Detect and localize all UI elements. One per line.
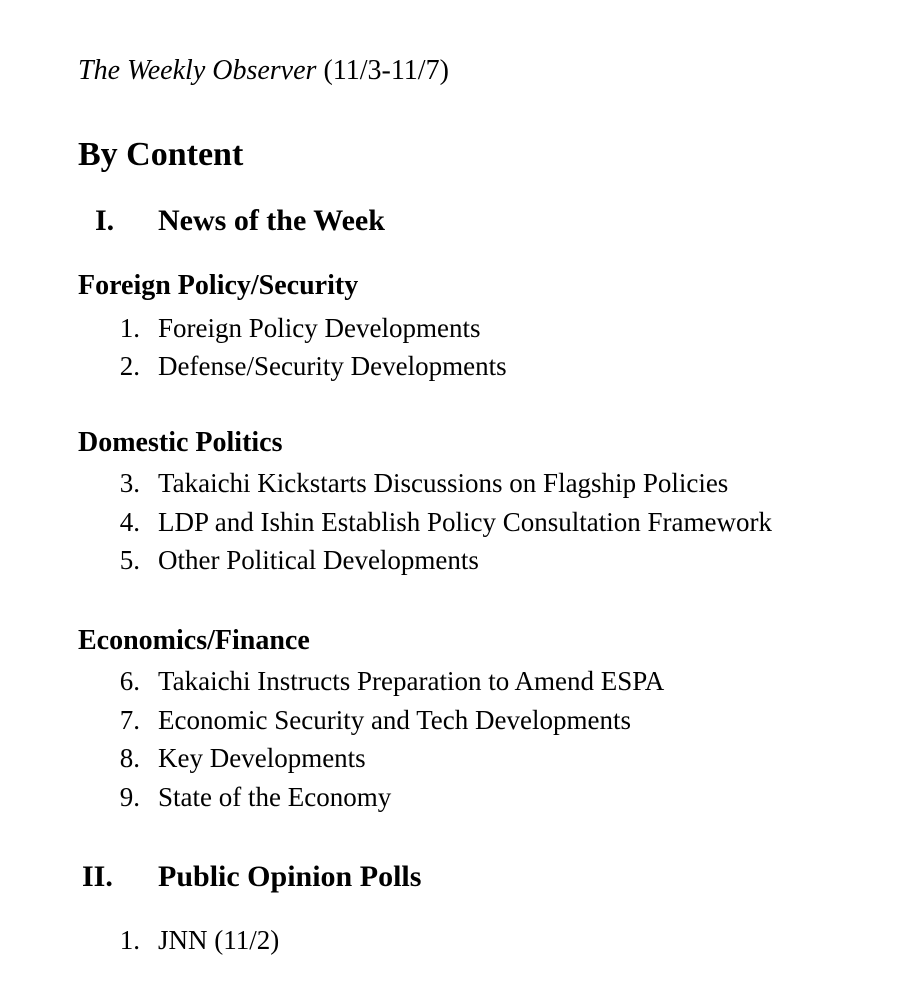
list-item: Key Developments: [158, 743, 366, 773]
list-item: Other Political Developments: [158, 545, 479, 575]
list-item: Foreign Policy Developments: [158, 313, 481, 343]
list-item-number: 1.: [119, 925, 140, 955]
list-item-number: 6.: [119, 666, 140, 696]
publication-name: The Weekly Observer: [78, 55, 317, 86]
list-item: JNN (11/2): [158, 925, 280, 955]
list-item: LDP and Ishin Establish Policy Consultation Framework: [158, 507, 772, 537]
list-item: Takaichi Kickstarts Discussions on Flagship Policies: [158, 468, 729, 498]
list-item-number: 5.: [119, 545, 140, 575]
list-item-number: 9.: [119, 782, 140, 812]
section-numeral: II.: [82, 860, 113, 893]
list-item: Takaichi Instructs Preparation to Amend ESPA: [158, 666, 665, 696]
page-heading: By Content: [78, 136, 244, 173]
list-item-number: 2.: [119, 351, 140, 381]
publication-title: [78, 57, 449, 85]
list-item-number: 1.: [119, 313, 140, 343]
category-title: Foreign Policy/Security: [78, 270, 359, 301]
section-numeral: I.: [95, 204, 115, 237]
list-item: State of the Economy: [158, 782, 392, 812]
list-item: Economic Security and Tech Developments: [158, 705, 631, 735]
category-title: Domestic Politics: [78, 427, 283, 458]
category-title: Economics/Finance: [78, 625, 310, 656]
list-item-number: 8.: [119, 743, 140, 773]
list-item-number: 4.: [119, 507, 140, 537]
section-title: Public Opinion Polls: [158, 860, 422, 893]
list-item-number: 7.: [119, 705, 140, 735]
publication-dates: (11/3-11/7): [323, 55, 449, 86]
list-item-number: 3.: [119, 468, 140, 498]
list-item: Defense/Security Developments: [158, 351, 507, 381]
section-title: News of the Week: [158, 204, 385, 237]
